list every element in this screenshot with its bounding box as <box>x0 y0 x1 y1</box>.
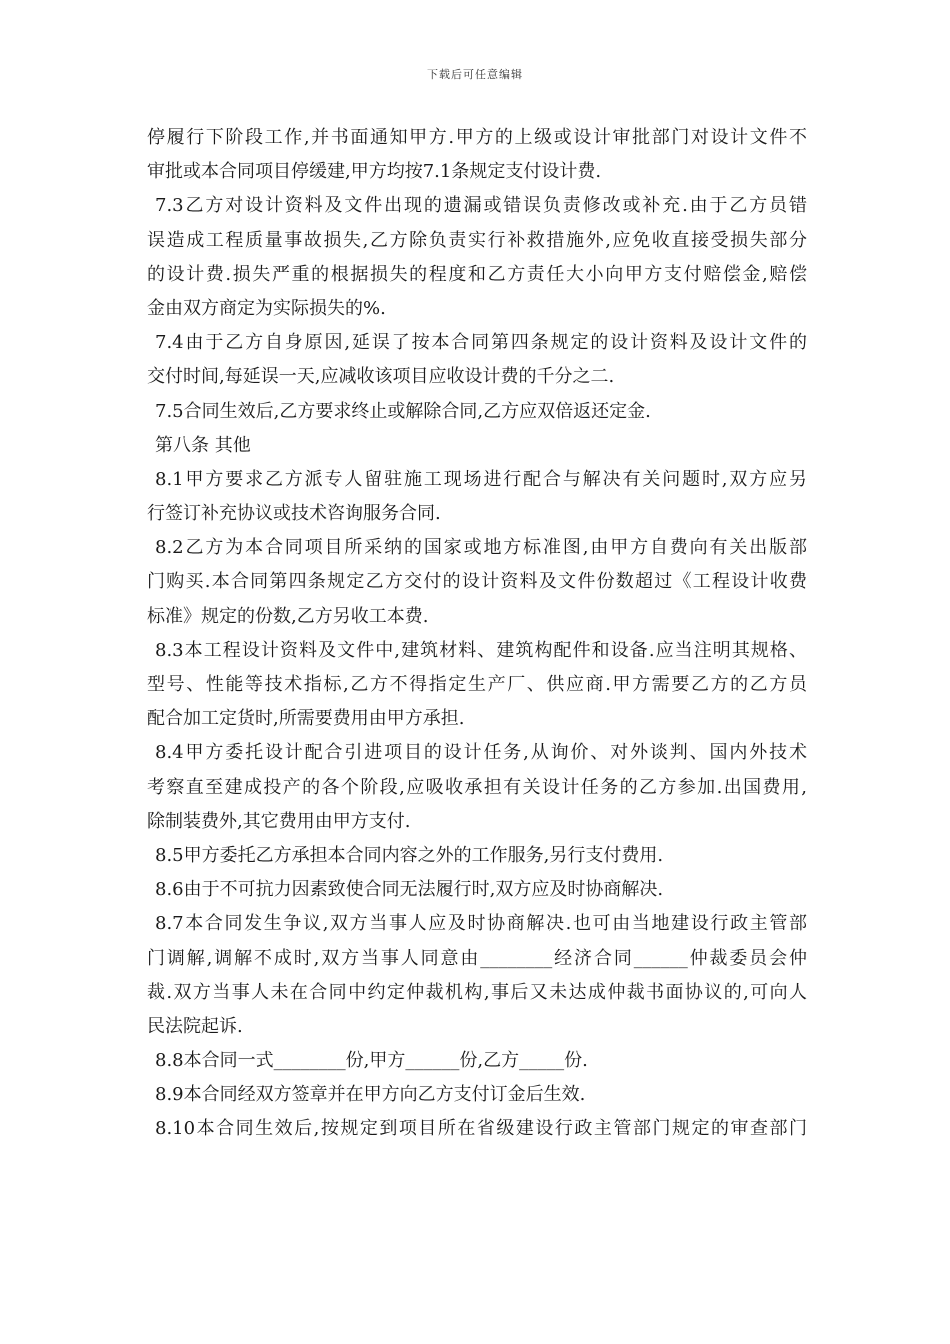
text-line: 第八条 其他 <box>155 434 251 456</box>
text-line: 7.5合同生效后,乙方要求终止或解除合同,乙方应双倍返还定金. <box>155 400 651 422</box>
text-line: 8.8本合同一式________份,甲方______份,乙方_____份. <box>155 1050 588 1072</box>
text-line: 交付时间,每延误一天,应减收该项目应收设计费的千分之二. <box>147 366 615 388</box>
text-line: 考察直至建成投产的各个阶段,应吸收承担有关设计任务的乙方参加.出国费用, <box>147 776 807 798</box>
text-line: 民法院起诉. <box>147 1015 243 1037</box>
document-body <box>147 121 807 1147</box>
text-line: 行签订补充协议或技术咨询服务合同. <box>147 503 441 525</box>
text-line: 裁.双方当事人未在合同中约定仲裁机构,事后又未达成仲裁书面协议的,可向人 <box>147 981 807 1003</box>
text-line: 标准》规定的份数,乙方另收工本费. <box>147 605 429 627</box>
text-line: 8.3本工程设计资料及文件中,建筑材料、建筑构配件和设备.应当注明其规格、 <box>155 639 807 661</box>
text-line: 除制装费外,其它费用由甲方支付. <box>147 810 411 832</box>
text-line: 8.4甲方委托设计配合引进项目的设计任务,从询价、对外谈判、国内外技术 <box>155 742 807 764</box>
text-line: 8.1甲方要求乙方派专人留驻施工现场进行配合与解决有关问题时,双方应另 <box>155 468 807 490</box>
text-line: 8.9本合同经双方签章并在甲方向乙方支付订金后生效. <box>155 1084 586 1106</box>
text-line: 7.3乙方对设计资料及文件出现的遗漏或错误负责修改或补充.由于乙方员错 <box>155 195 807 217</box>
text-line: 门购买.本合同第四条规定乙方交付的设计资料及文件份数超过《工程设计收费 <box>147 571 807 593</box>
text-line: 配合加工定货时,所需要费用由甲方承担. <box>147 708 465 730</box>
text-line: 8.2乙方为本合同项目所采纳的国家或地方标准图,由甲方自费向有关出版部 <box>155 537 807 559</box>
text-line: 8.7本合同发生争议,双方当事人应及时协商解决.也可由当地建设行政主管部 <box>155 913 807 935</box>
text-line: 停履行下阶段工作,并书面通知甲方.甲方的上级或设计审批部门对设计文件不 <box>147 127 807 148</box>
text-line: 8.5甲方委托乙方承担本合同内容之外的工作服务,另行支付费用. <box>155 844 664 866</box>
text-line: 金由双方商定为实际损失的%. <box>147 297 386 319</box>
page-header: 下载后可任意编辑 <box>427 68 523 81</box>
text-line: 的设计费.损失严重的根据损失的程度和乙方责任大小向甲方支付赔偿金,赔偿 <box>147 263 807 285</box>
text-line: 门调解,调解不成时,双方当事人同意由________经济合同______仲裁委员会仲 <box>147 947 807 969</box>
text-line: 型号、性能等技术指标,乙方不得指定生产厂、供应商.甲方需要乙方的乙方员 <box>147 674 807 695</box>
text-line: 8.10本合同生效后,按规定到项目所在省级建设行政主管部门规定的审查部门 <box>155 1118 807 1140</box>
text-line: 8.6由于不可抗力因素致使合同无法履行时,双方应及时协商解决. <box>155 879 664 901</box>
text-line: 误造成工程质量事故损失,乙方除负责实行补救措施外,应免收直接受损失部分 <box>147 229 807 251</box>
text-line: 审批或本合同项目停缓建,甲方均按7.1条规定支付设计费. <box>147 161 602 183</box>
text-line: 7.4由于乙方自身原因,延误了按本合同第四条规定的设计资料及设计文件的 <box>155 332 807 354</box>
